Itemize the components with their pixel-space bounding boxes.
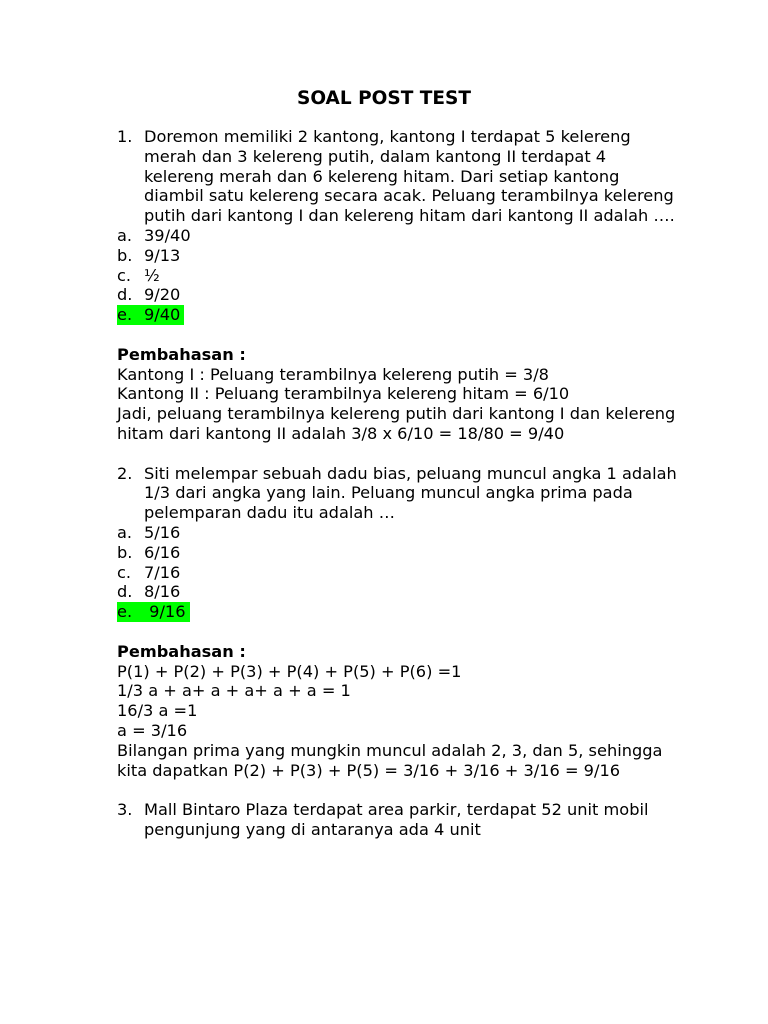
option-value: 7/16 xyxy=(144,562,181,582)
option-e-correct xyxy=(117,602,677,622)
correct-answer-highlight xyxy=(117,602,190,622)
option-value: 9/16 xyxy=(144,602,186,622)
option-letter: a. xyxy=(117,225,133,245)
discussion-line: Kantong I : Peluang terambilnya kelereng putih = 3/8 xyxy=(117,364,549,384)
discussion-line: P(1) + P(2) + P(3) + P(4) + P(5) + P(6) =1 xyxy=(117,661,462,681)
option-b xyxy=(117,543,677,563)
option-value: 5/16 xyxy=(144,522,181,542)
option-letter: b. xyxy=(117,245,133,265)
question-text: Siti melempar sebuah dadu bias, peluang muncul angka 1 adalah 1/3 dari angka yang lain. Peluang muncul angka prima pada pelemparan dadu itu adalah … xyxy=(144,463,677,523)
discussion-line: 16/3 a =1 xyxy=(117,701,198,721)
option-c xyxy=(117,563,677,583)
option-a xyxy=(117,226,677,246)
option-d xyxy=(117,285,677,305)
discussion-line: Kantong II : Peluang terambilnya kelereng hitam = 6/10 xyxy=(117,384,570,404)
option-letter: e. xyxy=(117,602,133,622)
discussion-line: 1/3 a + a+ a + a+ a + a = 1 xyxy=(117,681,351,701)
discussion-heading: Pembahasan : xyxy=(117,641,246,661)
spacer xyxy=(117,444,677,464)
option-value: 9/40 xyxy=(144,305,181,325)
spacer xyxy=(117,622,677,642)
option-d xyxy=(117,582,677,602)
option-value: 39/40 xyxy=(144,225,191,245)
spacer xyxy=(117,780,677,800)
discussion-line: a = 3/16 xyxy=(117,720,188,740)
option-a xyxy=(117,523,677,543)
option-b xyxy=(117,246,677,266)
option-value: 8/16 xyxy=(144,582,181,602)
question-number: 1. xyxy=(117,127,133,146)
question-number: 2. xyxy=(117,463,133,483)
option-letter: b. xyxy=(117,542,133,562)
question-number: 3. xyxy=(117,800,133,820)
option-value: 9/20 xyxy=(144,285,181,305)
discussion-heading: Pembahasan : xyxy=(117,344,246,364)
option-e-correct xyxy=(117,305,677,325)
option-value: 9/13 xyxy=(144,245,181,265)
option-letter: a. xyxy=(117,522,133,542)
option-letter: c. xyxy=(117,562,132,582)
question-2 xyxy=(117,464,677,523)
option-value: ½ xyxy=(144,265,160,285)
page-title: SOAL POST TEST xyxy=(297,88,471,109)
option-c xyxy=(117,266,677,286)
option-letter: d. xyxy=(117,285,133,305)
correct-answer-highlight xyxy=(117,305,184,325)
option-letter: e. xyxy=(117,305,133,325)
document-body xyxy=(117,127,681,840)
option-value: 6/16 xyxy=(144,542,181,562)
question-3 xyxy=(117,800,677,840)
question-text: Mall Bintaro Plaza terdapat area parkir, terdapat 52 unit mobil pengunjung yang di antaranya ada 4 unit xyxy=(144,800,649,839)
discussion-line: Bilangan prima yang mungkin muncul adalah 2, 3, dan 5, sehingga kita dapatkan P(2) + P(3) + P(5) = 3/16 + 3/16 + 3/16 = 9/16 xyxy=(117,740,668,780)
discussion-line: Jadi, peluang terambilnya kelereng putih dari kantong I dan kelereng hitam dari kantong II adalah 3/8 x 6/10 = 18/80 = 9/40 xyxy=(117,404,681,443)
option-letter: d. xyxy=(117,582,133,602)
spacer xyxy=(117,325,677,345)
question-text: Doremon memiliki 2 kantong, kantong I terdapat 5 kelereng merah dan 3 kelereng putih, dalam kantong II terdapat 4 kelereng merah dan 6 kelereng hitam. Dari setiap kantong diambil satu kelereng secara acak. Peluang terambilnya kelereng putih dari kantong I dan kelereng hitam dari kantong II adalah …. xyxy=(144,127,675,226)
option-letter: c. xyxy=(117,265,132,285)
question-1 xyxy=(117,127,677,226)
